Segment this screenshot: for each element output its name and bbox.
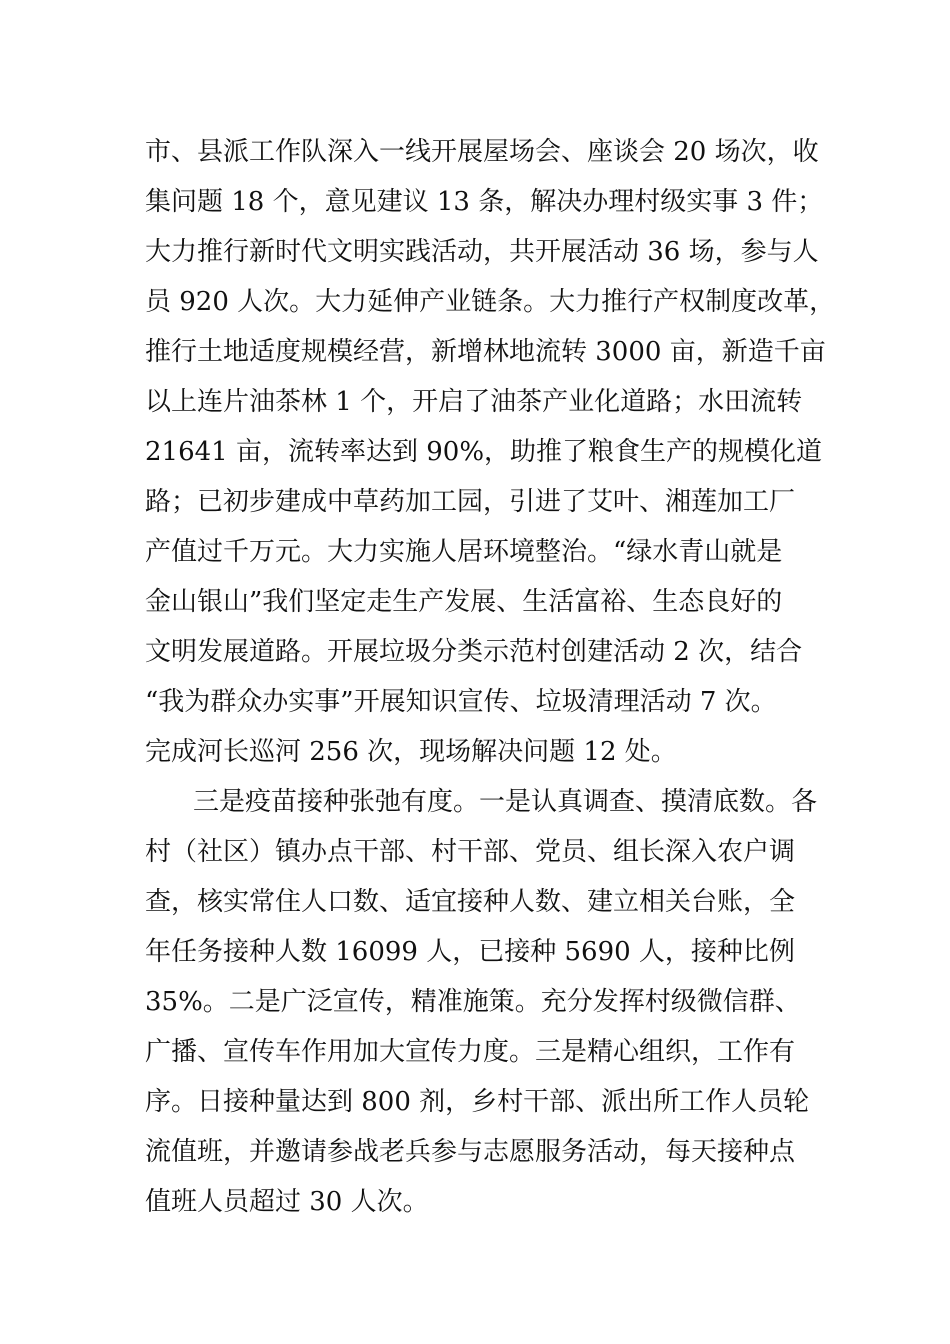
text-line: 值班人员超过 30 人次。 <box>145 1187 429 1217</box>
text-line: 金山银山”我们坚定走生产发展、生活富裕、生态良好的 <box>145 587 783 617</box>
text-line: 流值班，并邀请参战老兵参与志愿服务活动，每天接种点 <box>145 1137 796 1167</box>
text-line: 集问题 18 个，意见建议 13 条，解决办理村级实事 3 件； <box>145 187 824 217</box>
text-line: 年任务接种人数 16099 人，已接种 5690 人，接种比例 <box>145 937 795 967</box>
text-line: 市、县派工作队深入一线开展屋场会、座谈会 20 场次，收 <box>145 137 819 167</box>
text-line-indented: 三是疫苗接种张弛有度。一是认真调查、摸清底数。各 <box>193 787 818 817</box>
paragraph-vaccination <box>145 777 845 1227</box>
text-line: 产值过千万元。大力实施人居环境整治。“绿水青山就是 <box>145 537 783 567</box>
text-line: 以上连片油茶林 1 个，开启了油茶产业化道路；水田流转 <box>145 387 803 417</box>
text-line: 村（社区）镇办点干部、村干部、党员、组长深入农户调 <box>145 837 796 867</box>
paragraph-work-summary <box>145 127 845 777</box>
text-line: “我为群众办实事”开展知识宣传、垃圾清理活动 7 次。 <box>145 687 777 717</box>
text-line: 35%。二是广泛宣传，精准施策。充分发挥村级微信群、 <box>145 987 801 1017</box>
text-line: 员 920 人次。大力延伸产业链条。大力推行产权制度改革， <box>145 287 836 317</box>
text-line: 查，核实常住人口数、适宜接种人数、建立相关台账，全 <box>145 887 796 917</box>
text-line: 完成河长巡河 256 次，现场解决问题 12 处。 <box>145 737 677 767</box>
text-line: 推行土地适度规模经营，新增林地流转 3000 亩，新造千亩 <box>145 337 826 367</box>
text-line: 路；已初步建成中草药加工园，引进了艾叶、湘莲加工厂 <box>145 487 796 517</box>
text-line: 21641 亩，流转率达到 90%，助推了粮食生产的规模化道 <box>145 437 823 467</box>
document-body <box>145 127 845 1227</box>
text-line: 文明发展道路。开展垃圾分类示范村创建活动 2 次，结合 <box>145 637 803 667</box>
text-line: 广播、宣传车作用加大宣传力度。三是精心组织，工作有 <box>145 1037 796 1067</box>
text-line: 序。日接种量达到 800 剂，乡村干部、派出所工作人员轮 <box>145 1087 810 1117</box>
text-line: 大力推行新时代文明实践活动，共开展活动 36 场，参与人 <box>145 237 819 267</box>
